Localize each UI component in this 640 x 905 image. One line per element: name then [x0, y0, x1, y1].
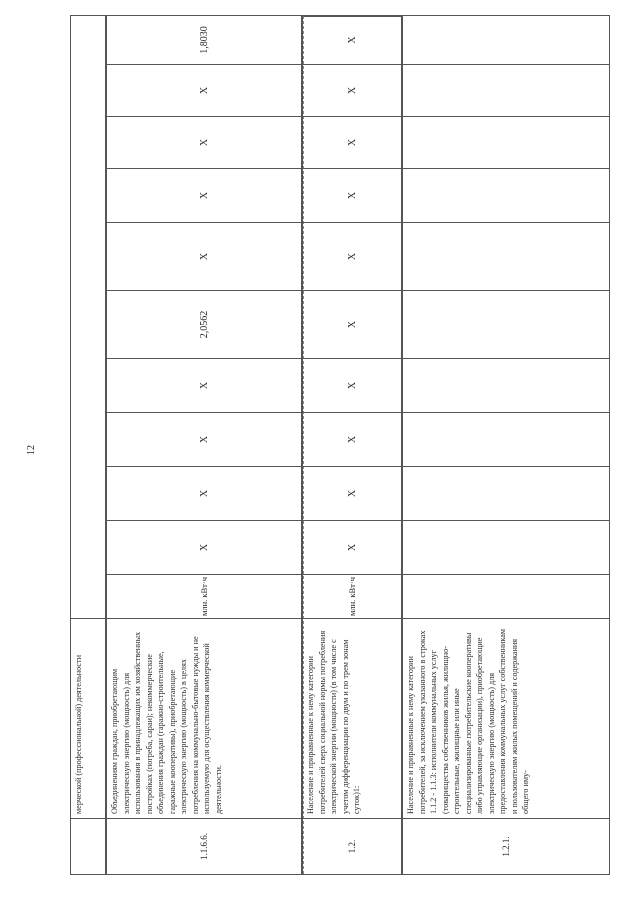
- cell-value: X: [303, 520, 401, 574]
- rotated-table: [70, 15, 610, 875]
- cell-desc: Население и приравненные к нему категории потребителей, за исключением указанного в строках 1.1.2 - 1.1.3: исполнители коммунальных услуг (товарищества собственников жилья, жилищно-строительные, жилищные или иные специализированные потребительские кооперативы либо управляющие организации), приобретающие электрическую энергию (мощность) для предоставления коммунальных услуг собственникам и пользователям жилых помещений и содержания общего иму-: [403, 618, 609, 818]
- cell-value: [403, 466, 609, 520]
- cell-desc: мерческой (профессиональной) деятельности: [71, 618, 105, 818]
- cell-value: X: [107, 222, 301, 290]
- cell-unit: [403, 574, 609, 618]
- cell-num: 1.2.1.: [403, 818, 609, 874]
- table-row: [106, 15, 302, 875]
- cell-value: 1,8030: [198, 26, 210, 54]
- cell-value: X: [107, 116, 301, 168]
- cell-num: 1.1.6.6.: [107, 818, 301, 874]
- cell-value: X: [107, 520, 301, 574]
- cell-value: 2,0562: [107, 290, 301, 358]
- cell-num: [71, 818, 105, 874]
- cell-value: X: [303, 290, 401, 358]
- cell-value: X: [303, 222, 401, 290]
- cell-value: [403, 358, 609, 412]
- cell-desc: Население и приравненные к нему категории потребителей сверх социальной нормы потребления электрической энергии (мощности) (в том числе с учетом дифференциации по двум и по трем зонам суток)1:: [303, 618, 401, 818]
- table-row: [402, 15, 610, 875]
- cell-value: X: [303, 466, 401, 520]
- cell-value: X: [107, 412, 301, 466]
- cell-value: [403, 64, 609, 116]
- cell-value: [403, 168, 609, 222]
- cell-value: X: [303, 116, 401, 168]
- cell-num: 1.2.: [303, 818, 401, 874]
- cell-value: X: [303, 412, 401, 466]
- cell-value: X: [107, 168, 301, 222]
- table-row: [302, 15, 402, 875]
- cell-value: X: [107, 358, 301, 412]
- cell-unit: млн. кВт·ч: [303, 574, 401, 618]
- page-number: 12: [26, 445, 37, 455]
- cell-value: [403, 412, 609, 466]
- cell-value: [403, 222, 609, 290]
- cell-desc: Объединениям граждан, приобретающим электрическую энергию (мощность) для использования в принадлежащих им хозяйственных постройках (погреба, сараи); некоммерческие объединения граждан (гаражно-строительные, гаражные кооперативы), приобретающие электрическую энергию (мощность) в целях потребления на коммунально-бытовые нужды и не используемую для осуществления коммерческой деятельности.: [107, 618, 301, 818]
- cell-value: [403, 116, 609, 168]
- cell-value: [403, 16, 609, 64]
- cell-value: X: [303, 358, 401, 412]
- cell-value: X: [303, 64, 401, 116]
- cell-unit: млн. кВт·ч: [107, 574, 301, 618]
- table-row-top: [70, 15, 106, 875]
- cell-value: X: [303, 168, 401, 222]
- cell-value: X: [346, 36, 358, 44]
- cell-empty: [71, 16, 105, 618]
- cell-value: X: [107, 466, 301, 520]
- cell-value: [403, 290, 609, 358]
- cell-value: X: [107, 64, 301, 116]
- cell-value: [403, 520, 609, 574]
